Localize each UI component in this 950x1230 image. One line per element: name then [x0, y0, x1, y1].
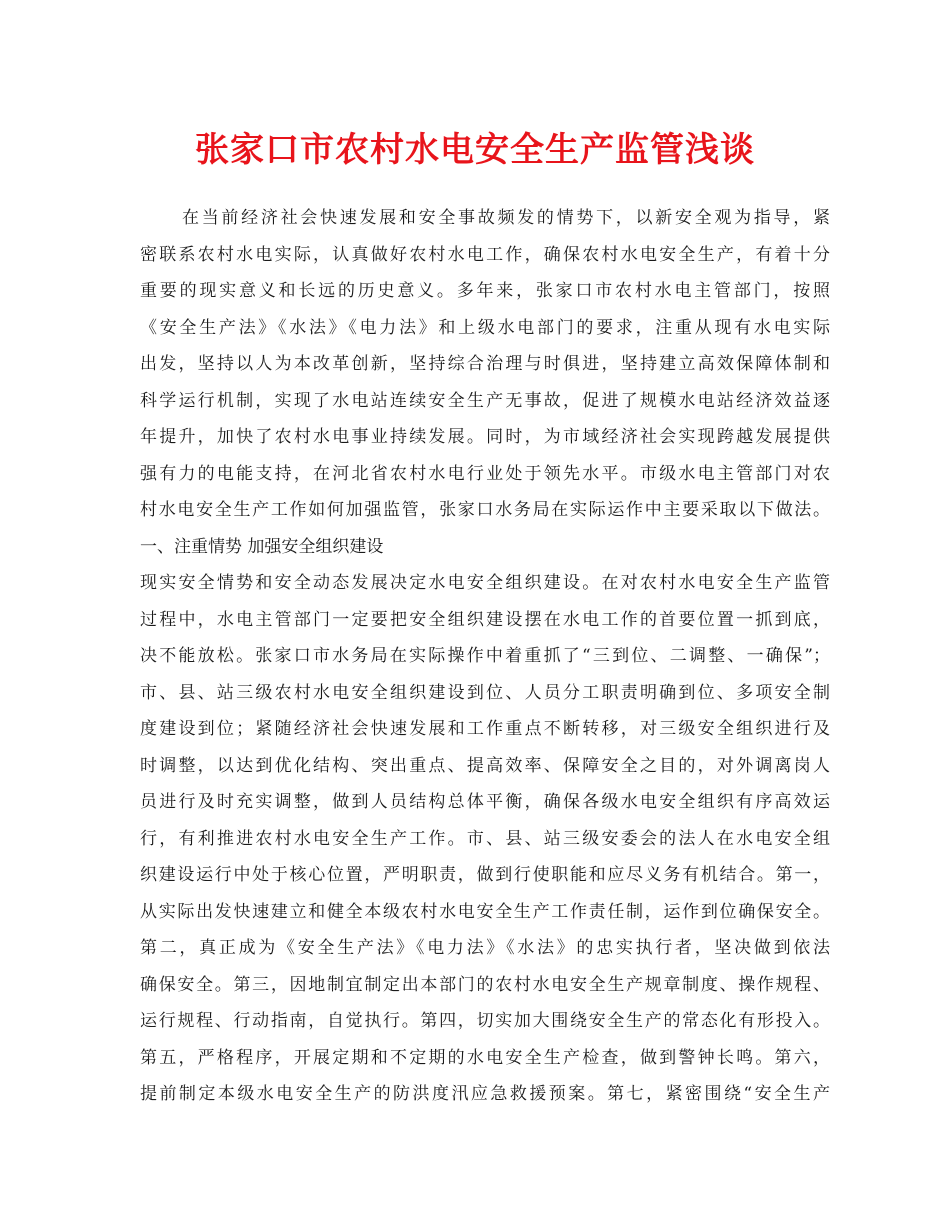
body-line: 时调整，以达到优化结构、突出重点、提高效率、保障安全之目的，对外调离岗人 — [140, 755, 830, 776]
body-line: 从实际出发快速建立和健全本级农村水电安全生产工作责任制，运作到位确保安全。 — [140, 901, 830, 922]
body-line: 现实安全情势和安全动态发展决定水电安全组织建设。在对农村水电安全生产监管 — [140, 573, 830, 593]
body-line: 过程中，水电主管部门一定要把安全组织建设摆在水电工作的首要位置一抓到底， — [140, 609, 830, 630]
body-line: 织建设运行中处于核心位置，严明职责，做到行使职能和应尽义务有机结合。第一， — [140, 865, 830, 885]
body-line: 度建设到位；紧随经济社会快速发展和工作重点不断转移，对三级安全组织进行及 — [140, 719, 830, 739]
document-title: 张家口市农村水电安全生产监管浅谈 — [195, 130, 755, 170]
body-line: 在当前经济社会快速发展和安全事故频发的情势下，以新安全观为指导，紧 — [182, 208, 830, 228]
body-line: 提前制定本级水电安全生产的防洪度汛应急救援预案。第七，紧密围绕“安全生产 — [140, 1084, 830, 1104]
body-line: 决不能放松。张家口市水务局在实际操作中着重抓了“三到位、二调整、一确保”； — [140, 646, 830, 666]
body-line: 第二，真正成为《安全生产法》《电力法》《水法》的忠实执行者，坚决做到依法 — [140, 938, 830, 958]
body-line: 出发，坚持以人为本改革创新，坚持综合治理与时俱进，坚持建立高效保障体制和 — [140, 354, 830, 374]
body-line: 密联系农村水电实际，认真做好农村水电工作，确保农村水电安全生产，有着十分 — [140, 244, 830, 265]
document-body — [140, 200, 830, 1113]
body-line: 市、县、站三级农村水电安全组织建设到位、人员分工职责明确到位、多项安全制 — [140, 682, 830, 703]
section-heading: 一、注重情势 加强安全组织建设 — [140, 536, 384, 557]
body-line: 运行规程、行动指南，自觉执行。第四，切实加大围绕安全生产的常态化有形投入。 — [140, 1011, 830, 1031]
body-line: 《安全生产法》《水法》《电力法》和上级水电部门的要求，注重从现有水电实际 — [140, 317, 830, 338]
body-line: 确保安全。第三，因地制宜制定出本部门的农村水电安全生产规章制度、操作规程、 — [140, 974, 830, 995]
body-line: 行，有利推进农村水电安全生产工作。市、县、站三级安委会的法人在水电安全组 — [140, 828, 830, 849]
body-line: 重要的现实意义和长远的历史意义。多年来，张家口市农村水电主管部门，按照 — [140, 281, 830, 301]
body-line: 第五，严格程序，开展定期和不定期的水电安全生产检查，做到警钟长鸣。第六， — [140, 1047, 830, 1068]
body-line: 强有力的电能支持，在河北省农村水电行业处于领先水平。市级水电主管部门对农 — [140, 463, 830, 484]
body-line: 年提升，加快了农村水电事业持续发展。同时，为市域经济社会实现跨越发展提供 — [140, 427, 830, 447]
body-line: 村水电安全生产工作如何加强监管，张家口水务局在实际运作中主要采取以下做法。 — [140, 500, 830, 520]
body-line: 科学运行机制，实现了水电站连续安全生产无事故，促进了规模水电站经济效益逐 — [140, 390, 830, 411]
body-line: 员进行及时充实调整，做到人员结构总体平衡，确保各级水电安全组织有序高效运 — [140, 792, 830, 812]
